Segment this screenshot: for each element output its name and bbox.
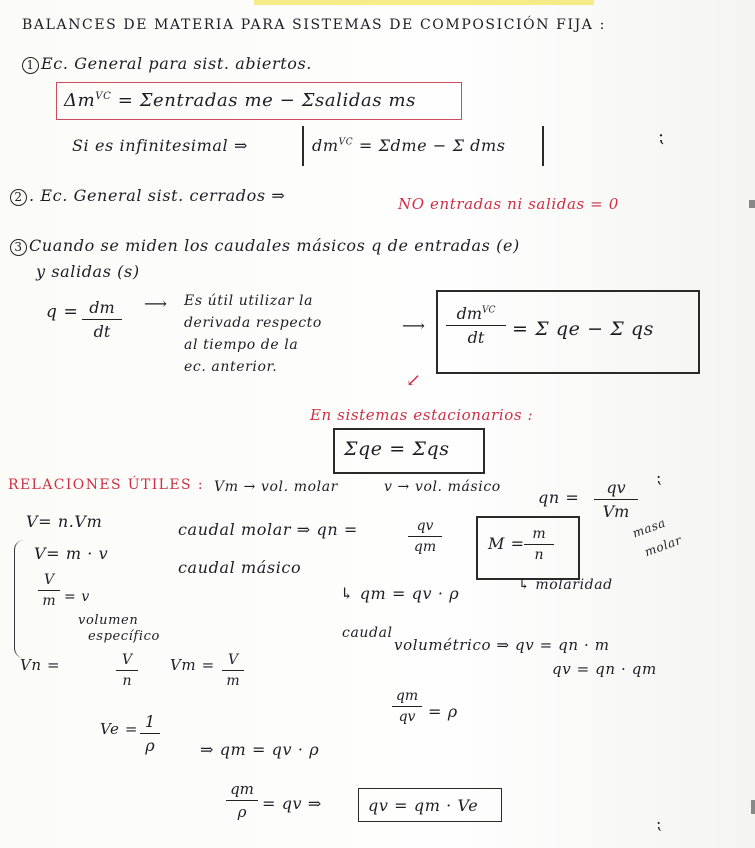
specific-vol-eq: = v [64, 589, 90, 605]
final-fraction [226, 780, 258, 821]
density-eq: = ρ [428, 702, 458, 721]
section-1-title: Ec. General para sist. abiertos. [41, 54, 312, 73]
ve-lhs: Ve = [100, 720, 139, 738]
n: n [122, 673, 132, 689]
n: n [534, 547, 544, 563]
rhs: = Σentradas me − Σsalidas ms [117, 90, 417, 111]
specific-vol-label: volumen [78, 613, 139, 628]
v-definition: v → vol. másico [384, 479, 501, 495]
molar-mass-note: masa [630, 515, 668, 541]
ve-fraction [140, 712, 160, 755]
qv: qv [416, 518, 434, 534]
arrow: ⟶ [144, 294, 168, 313]
molar-mass-fraction [524, 526, 554, 563]
molarity-note: ↳ molaridad [518, 577, 613, 593]
section-3-line1 [10, 238, 520, 256]
q-fraction [82, 298, 122, 341]
lhs: Δm [64, 90, 96, 111]
section-1-heading [22, 56, 312, 74]
highlight-mark [254, 0, 594, 5]
lhs-sup: VC [95, 91, 112, 102]
section-number: 2 [10, 189, 27, 206]
edge-mark [749, 200, 755, 208]
v: V [43, 572, 55, 588]
mass-flow-eq: ↳ qm = qv · ρ [340, 584, 460, 603]
margin-mark: ⁏ [656, 814, 662, 833]
dm-sup: VC [338, 137, 354, 148]
density-fraction [392, 688, 422, 725]
molar-mass-note-2: molar [642, 532, 684, 560]
note-line3: al tiempo de la [184, 337, 299, 353]
q-num: dm [89, 298, 115, 317]
general-balance-eq [64, 92, 416, 110]
rho: ρ [145, 736, 155, 755]
q-den: dt [93, 322, 111, 341]
v: V [121, 652, 133, 668]
margin-mark: ⁏ [658, 126, 665, 147]
molar-flow-label: caudal molar ⇒ qn = [178, 520, 358, 539]
final-eq: = qv ⇒ [262, 794, 322, 813]
mass-flow-label: caudal másico [178, 558, 302, 577]
specific-vol-label-2: específico [88, 629, 160, 644]
bracket [14, 540, 27, 658]
vm-lhs: Vm = [170, 656, 215, 674]
volumetric-flow-label: caudal [342, 625, 393, 641]
section-number: 3 [10, 239, 27, 256]
rate-rhs: = Σ qe − Σ qs [512, 318, 655, 340]
vm-fraction [222, 652, 244, 689]
qn-top-fraction [594, 478, 638, 521]
section-3-line2: y salidas (s) [36, 262, 140, 281]
vm-definition: Vm → vol. molar [214, 479, 338, 495]
m: m [532, 526, 546, 542]
molar-flow-fraction [408, 518, 442, 555]
volumetric-flow-eq: volumétrico ⇒ qv = qn · m [394, 636, 610, 654]
volume-rel-2: V= m · v [34, 544, 109, 563]
dt: dt [467, 328, 485, 347]
steady-state-label: En sistemas estacionarios : [310, 406, 534, 424]
qv: qv [606, 478, 626, 497]
molar-mass-lhs: M = [488, 534, 525, 553]
dm: dm [312, 136, 339, 155]
arrow: ⟶ [402, 316, 426, 335]
one: 1 [144, 712, 156, 731]
volume-rel-1: V= n.Vm [26, 512, 103, 531]
section-3-text: Cuando se miden los caudales másicos q de entradas (e) [29, 236, 520, 255]
edge-mark [751, 800, 755, 814]
volumetric-flow-eq-2: qv = qn · qm [552, 660, 657, 678]
section-2-title: . Ec. General sist. cerrados ⇒ [29, 186, 286, 205]
rate-fraction [446, 304, 506, 347]
down-arrow-icon: ↙ [406, 370, 422, 391]
mass-flow-relation: ⇒ qm = qv · ρ [200, 740, 320, 759]
relations-heading: RELACIONES ÚTILES : [8, 477, 204, 493]
note-line1: Es útil utilizar la [184, 293, 314, 309]
steady-state-eq: Σqe = Σqs [344, 438, 450, 460]
section-number: 1 [22, 57, 39, 74]
note-line4: ec. anterior. [184, 359, 278, 375]
final-box-eq: qv = qm · Ve [368, 796, 479, 815]
margin-mark: ⁏ [656, 468, 662, 487]
page-title: BALANCES DE MATERIA PARA SISTEMAS DE COMPOSICIÓN FIJA : [22, 17, 606, 33]
specific-vol-fraction [38, 572, 60, 609]
m: m [42, 593, 56, 609]
qn-top-lhs: qn = [538, 488, 580, 507]
vm: Vm [602, 502, 630, 521]
infinitesimal-eq [312, 138, 506, 154]
infinitesimal-label: Si es infinitesimal ⇒ [72, 136, 248, 155]
m: m [226, 673, 240, 689]
v: V [227, 652, 239, 668]
closed-system-note: NO entradas ni salidas = 0 [398, 195, 619, 213]
vn-lhs: Vn = [20, 656, 61, 674]
infinitesimal-rhs: = Σdme − Σ dms [358, 136, 506, 155]
dm-sup: VC [482, 305, 496, 316]
qm: qm [413, 539, 437, 555]
vn-fraction [116, 652, 138, 689]
rho: ρ [237, 803, 247, 821]
qm: qm [395, 688, 419, 704]
section-2-heading [10, 188, 285, 206]
qv: qv [398, 709, 416, 725]
note-line2: derivada respecto [184, 315, 322, 331]
qm: qm [230, 780, 254, 798]
q-lhs: q = [46, 302, 79, 322]
dm: dm [456, 304, 483, 323]
